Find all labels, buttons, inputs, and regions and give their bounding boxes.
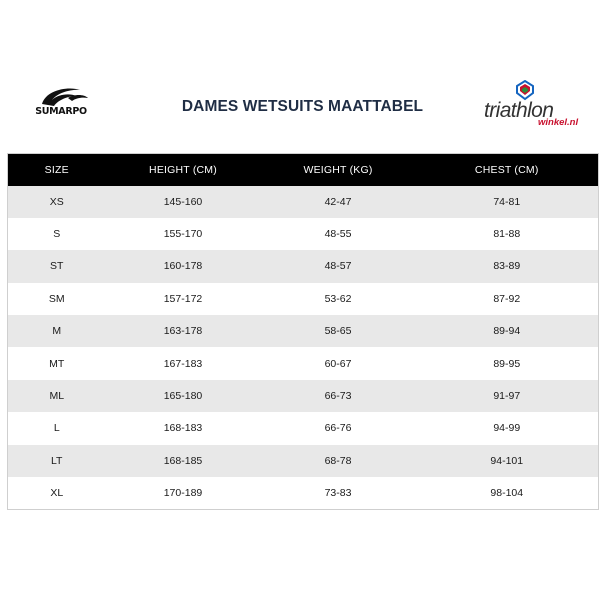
table-row — [8, 412, 599, 444]
column-header-height: HEIGHT (CM) — [149, 163, 217, 176]
header-row — [8, 154, 599, 186]
cell-height: 155-170 — [163, 228, 203, 241]
triathlon-logo-text: triathlon — [484, 99, 554, 122]
cell-weight: 48-55 — [324, 228, 352, 241]
cell-size: SM — [48, 292, 65, 305]
cell-weight: 73-83 — [324, 486, 352, 499]
winkel-logo-text: winkel.nl — [538, 117, 579, 128]
column-header-size: SIZE — [44, 163, 69, 176]
table-row — [8, 445, 599, 477]
cell-size: XS — [49, 195, 64, 208]
cell-chest: 74-81 — [493, 195, 521, 208]
cell-size: S — [53, 228, 61, 241]
cell-chest: 89-94 — [493, 325, 521, 338]
cell-chest: 91-97 — [493, 390, 521, 403]
table-row — [8, 186, 599, 218]
cell-chest: 81-88 — [493, 228, 521, 241]
sumarpo-logo — [28, 84, 94, 124]
page-title: DAMES WETSUITS MAATTABEL — [181, 98, 424, 115]
cell-weight: 48-57 — [324, 260, 352, 273]
sumarpo-logo-text: SUMARPO — [35, 106, 87, 117]
column-header-chest: CHEST (CM) — [474, 163, 539, 176]
cell-weight: 68-78 — [324, 454, 352, 467]
cell-weight: 58-65 — [324, 325, 352, 338]
cell-size: ST — [50, 260, 64, 273]
table-row — [8, 347, 599, 379]
cell-chest: 94-101 — [490, 454, 524, 467]
cell-height: 160-178 — [163, 260, 203, 273]
cell-chest: 94-99 — [493, 422, 521, 435]
cell-height: 170-189 — [163, 486, 203, 499]
table-row — [8, 477, 599, 509]
cell-chest: 89-95 — [493, 357, 521, 370]
table-body — [8, 186, 599, 510]
cell-size: M — [52, 325, 62, 338]
cell-chest: 87-92 — [493, 292, 521, 305]
cell-size: XL — [50, 486, 64, 499]
cell-weight: 66-73 — [324, 390, 352, 403]
cell-height: 165-180 — [163, 390, 203, 403]
cell-height: 163-178 — [163, 325, 203, 338]
cell-height: 157-172 — [163, 292, 203, 305]
cell-size: LT — [51, 454, 63, 467]
cell-weight: 60-67 — [324, 357, 352, 370]
table-row — [8, 250, 599, 282]
cell-weight: 42-47 — [324, 195, 352, 208]
table-header — [8, 154, 599, 186]
column-header-weight: WEIGHT (KG) — [303, 163, 373, 176]
cell-chest: 83-89 — [493, 260, 521, 273]
cell-weight: 66-76 — [324, 422, 352, 435]
cell-height: 145-160 — [163, 195, 203, 208]
table-row — [8, 315, 599, 347]
cell-height: 168-183 — [163, 422, 203, 435]
cell-height: 167-183 — [163, 357, 203, 370]
cell-size: MT — [49, 357, 65, 370]
cell-chest: 98-104 — [490, 486, 524, 499]
cell-weight: 53-62 — [324, 292, 352, 305]
table-row — [8, 283, 599, 315]
cell-size: ML — [49, 390, 65, 403]
cell-size: L — [53, 422, 60, 435]
table-row — [8, 218, 599, 250]
table-row — [8, 380, 599, 412]
cell-height: 168-185 — [163, 454, 203, 467]
size-chart-table — [7, 153, 599, 510]
triathlon-winkel-logo — [480, 80, 590, 130]
swirl-logo-icon — [28, 84, 94, 108]
